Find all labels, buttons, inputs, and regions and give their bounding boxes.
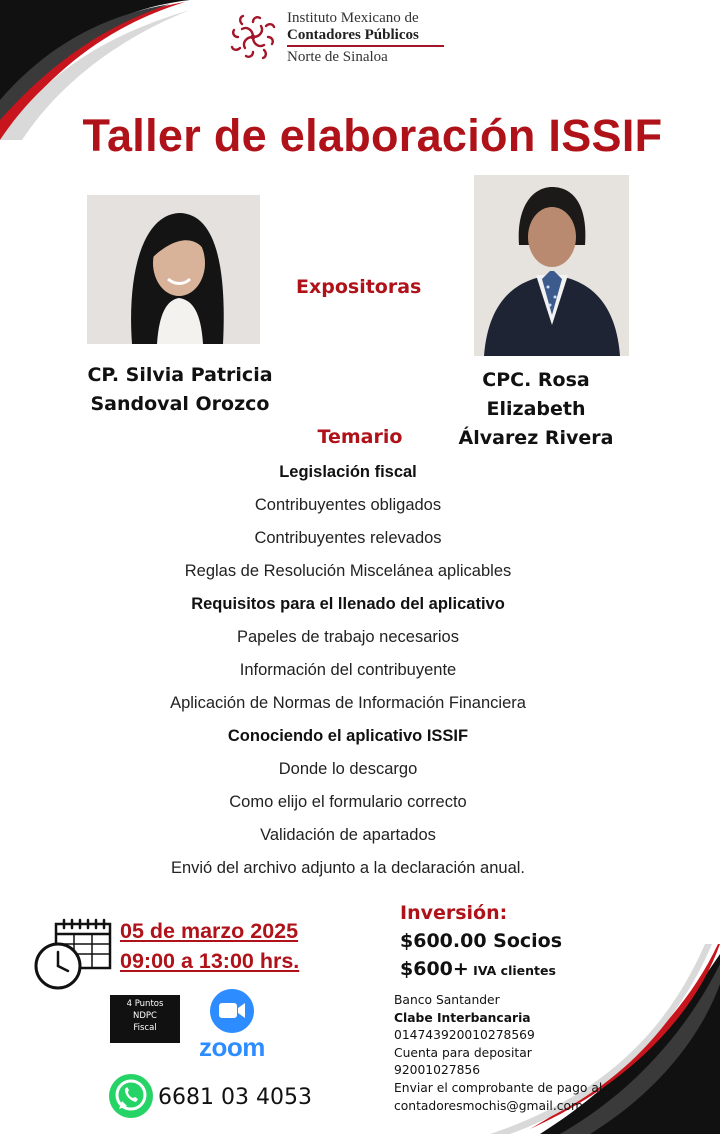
temario-item: Papeles de trabajo necesarios bbox=[237, 628, 459, 646]
price-clientes-amount: $600+ bbox=[400, 958, 469, 980]
speaker-1-line2: Sandoval Orozco bbox=[90, 393, 270, 415]
temario-item: Reglas de Resolución Miscelánea aplicables bbox=[184, 562, 512, 580]
temario-item: Conociendo el aplicativo ISSIF bbox=[227, 727, 469, 745]
temario-item: Legislación fiscal bbox=[279, 463, 417, 481]
phone-number: 6681 03 4053 bbox=[158, 1085, 312, 1110]
expositoras-heading: Expositoras bbox=[296, 276, 422, 298]
temario-list bbox=[0, 458, 696, 887]
investment-heading: Inversión: bbox=[400, 902, 508, 924]
temario-item: Información del contribuyente bbox=[239, 661, 457, 679]
price-clientes-suffix: IVA clientes bbox=[468, 963, 556, 978]
clabe-label: Clabe Interbancaria bbox=[394, 1010, 531, 1025]
account-label: Cuenta para depositar bbox=[394, 1045, 532, 1060]
temario-item: Envió del archivo adjunto a la declaración anual. bbox=[170, 859, 526, 877]
event-date: 05 de marzo 2025 bbox=[120, 919, 299, 943]
price-socios: $600.00 Socios bbox=[400, 930, 563, 952]
payment-instruction: Enviar el comprobante de pago al bbox=[394, 1080, 603, 1095]
temario-item: Requisitos para el llenado del aplicativo bbox=[191, 595, 505, 613]
bank-details bbox=[394, 992, 602, 1115]
temario-item: Aplicación de Normas de Información Financiera bbox=[170, 694, 526, 712]
speaker-photo-1 bbox=[87, 195, 260, 344]
zoom-label: zoom bbox=[199, 1032, 265, 1062]
temario-item: Validación de apartados bbox=[260, 826, 436, 844]
price-clientes bbox=[400, 958, 556, 980]
event-datetime bbox=[120, 916, 299, 976]
org-name-line1: Instituto Mexicano de bbox=[287, 10, 419, 26]
speaker-photo-2 bbox=[474, 175, 629, 356]
logo-divider bbox=[287, 45, 444, 47]
account-number: 92001027856 bbox=[394, 1063, 481, 1078]
logo-text bbox=[287, 10, 444, 66]
speaker-portrait-2 bbox=[474, 175, 629, 356]
whatsapp-icon bbox=[108, 1073, 154, 1119]
bank-name: Banco Santander bbox=[394, 993, 500, 1007]
speaker-name-1 bbox=[80, 361, 280, 419]
ndpc-points-badge bbox=[110, 995, 180, 1043]
points-line3: Fiscal bbox=[133, 1023, 157, 1033]
speaker-portrait-1 bbox=[87, 195, 260, 344]
org-name-line2: Contadores Públicos bbox=[287, 27, 419, 43]
points-line2: NDPC bbox=[133, 1011, 157, 1021]
speaker-1-line1: CP. Silvia Patricia bbox=[87, 364, 273, 386]
zoom-icon bbox=[208, 988, 256, 1034]
temario-heading: Temario bbox=[317, 426, 403, 448]
speaker-2-line2: Álvarez Rivera bbox=[458, 427, 614, 449]
clabe-number: 014743920010278569 bbox=[394, 1028, 535, 1043]
contact-email: contadoresmochis@gmail.com bbox=[394, 1098, 584, 1113]
imcp-logo bbox=[228, 10, 458, 66]
points-line1: 4 Puntos bbox=[126, 999, 164, 1009]
imcp-logo-icon bbox=[228, 12, 278, 62]
temario-item: Contribuyentes obligados bbox=[254, 496, 442, 514]
speaker-2-line1: CPC. Rosa Elizabeth bbox=[482, 369, 590, 420]
event-time: 09:00 a 13:00 hrs. bbox=[120, 949, 300, 973]
temario-item: Como elijo el formulario correcto bbox=[229, 793, 467, 811]
calendar-clock-icon bbox=[34, 918, 114, 992]
zoom-logo bbox=[192, 988, 272, 1060]
page-title: Taller de elaboración ISSIF bbox=[82, 110, 663, 161]
temario-item: Donde lo descargo bbox=[278, 760, 418, 778]
temario-item: Contribuyentes relevados bbox=[254, 529, 442, 547]
org-name-line3: Norte de Sinaloa bbox=[287, 49, 388, 65]
